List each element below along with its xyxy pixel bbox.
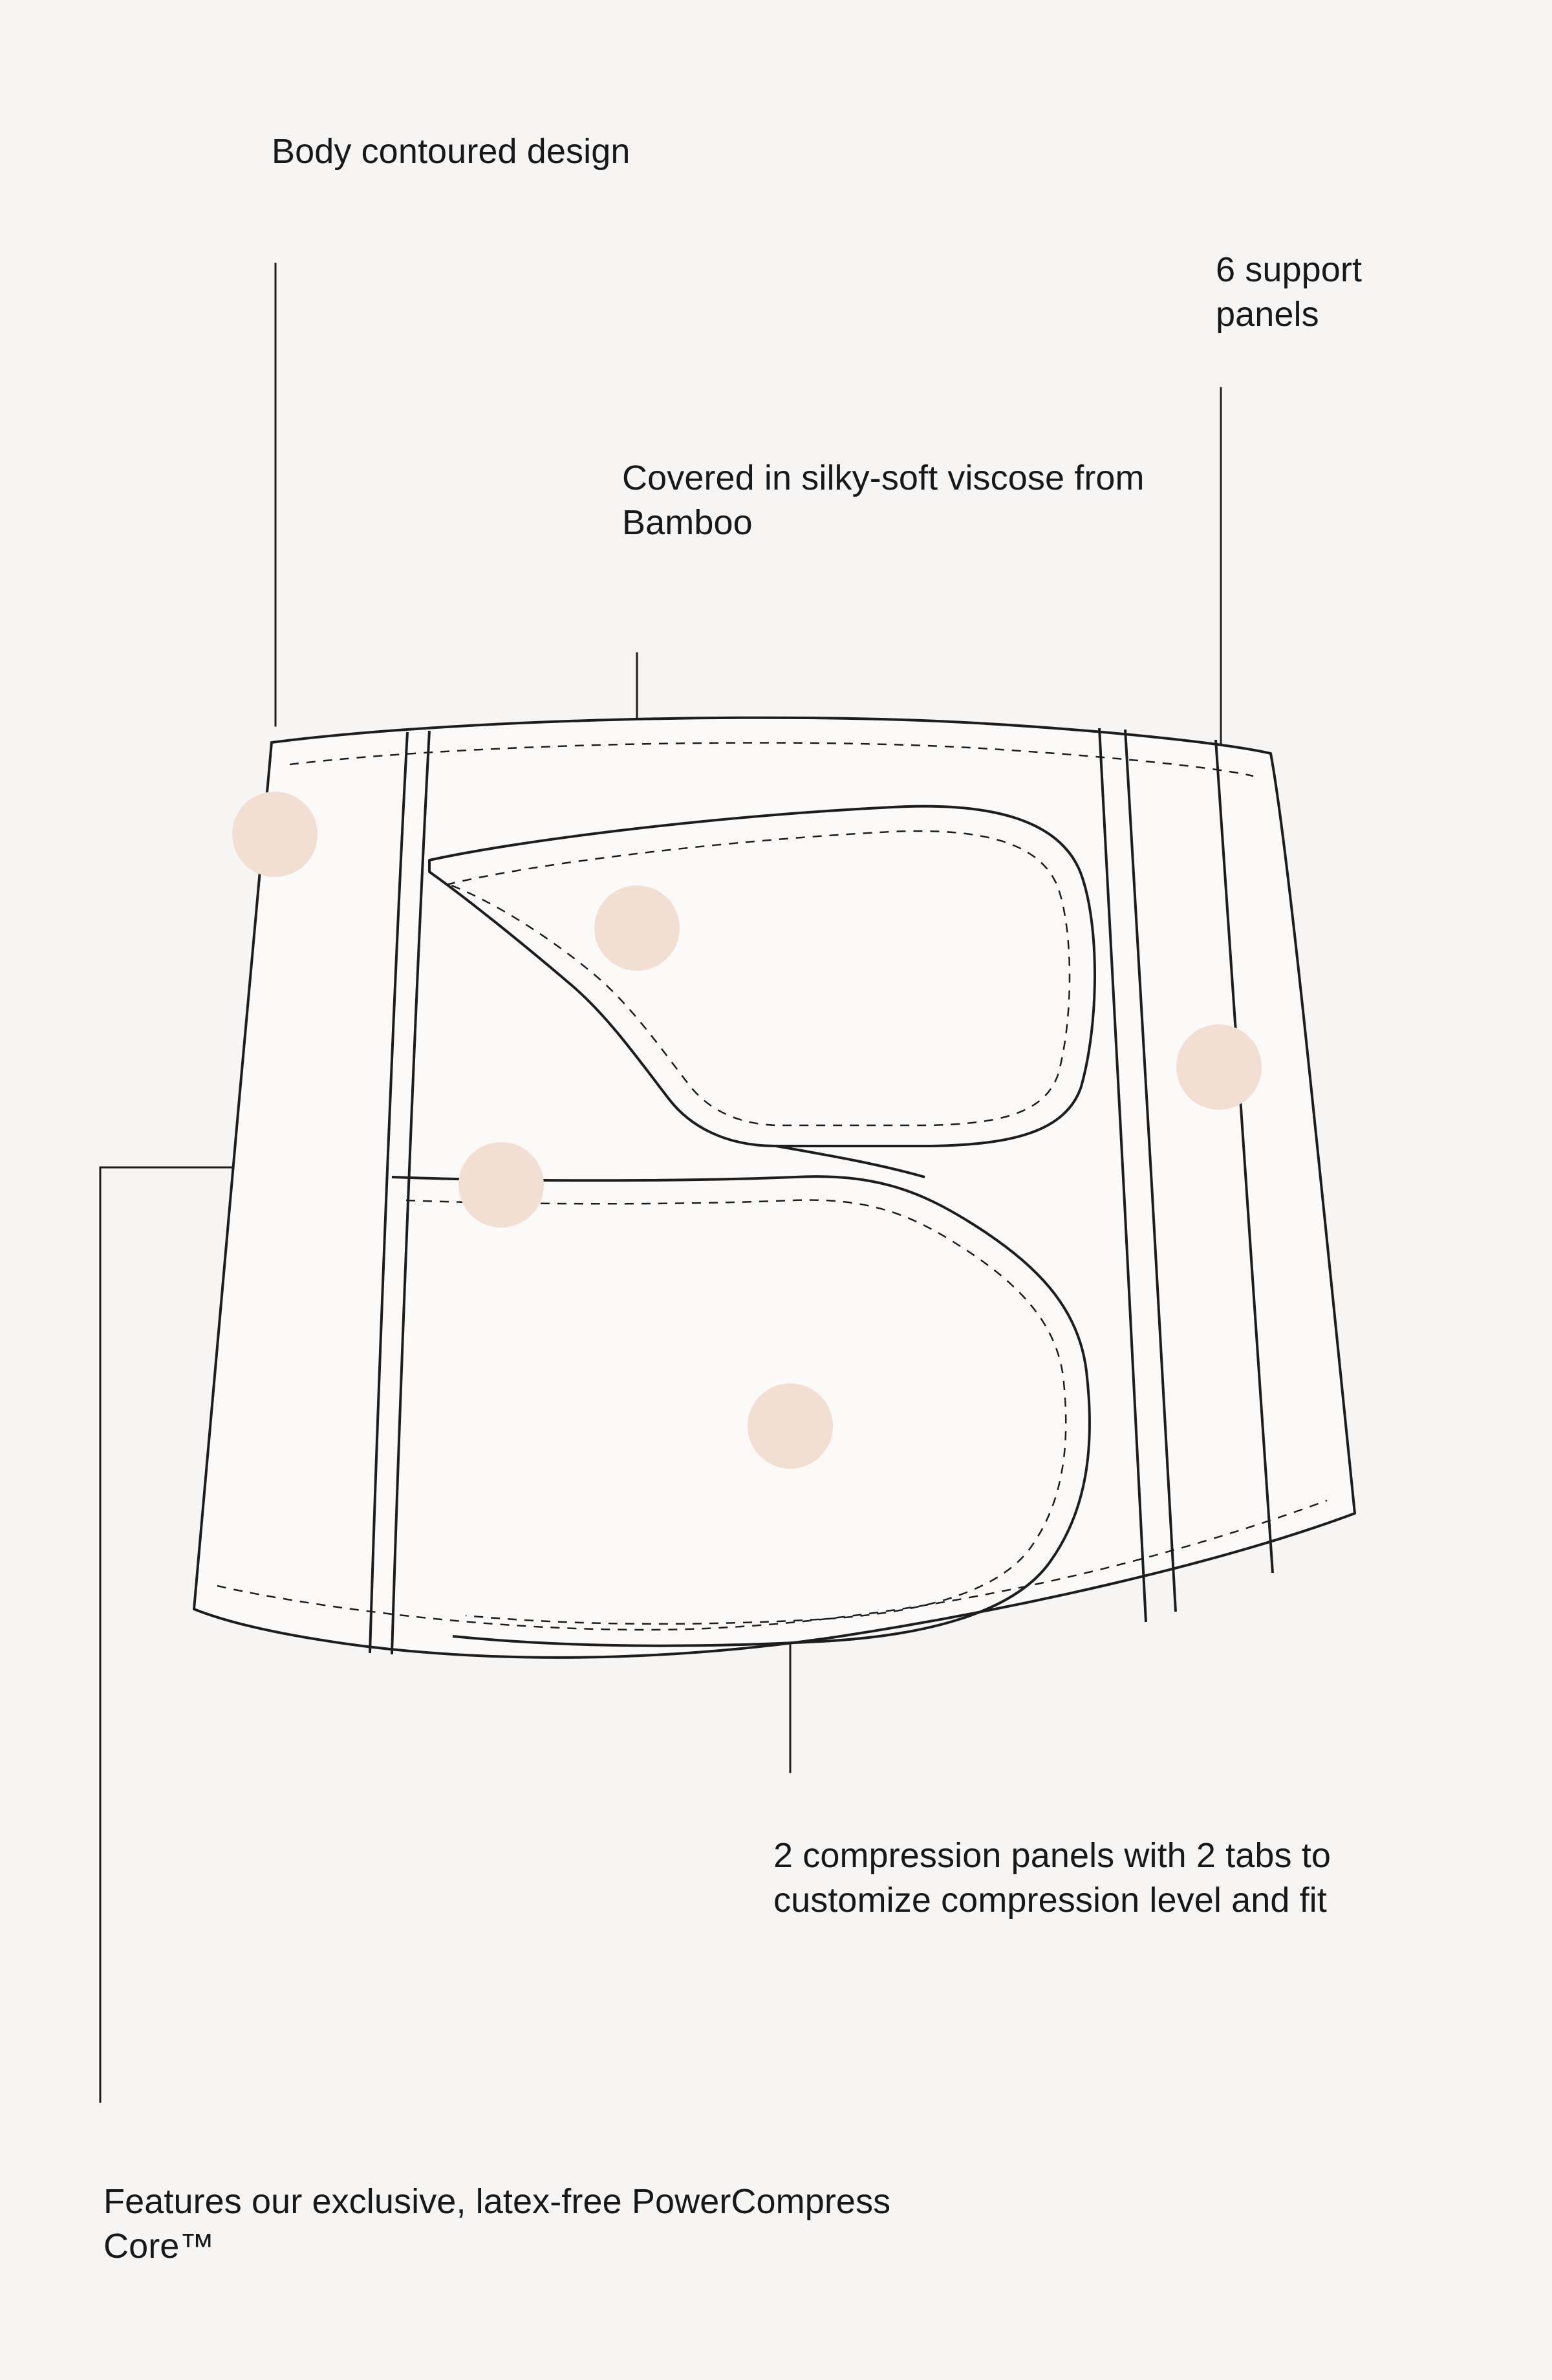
callout-body-contoured-design: Body contoured design xyxy=(272,132,630,171)
dot-upper-center xyxy=(594,885,680,971)
garment-outline xyxy=(194,718,1355,1658)
callout-compression-panels-tabs: 2 compression panels with 2 tabs to customize compression level and fit xyxy=(773,1836,1331,1920)
callout-silky-soft-viscose: Covered in silky-soft viscose from Bamboo xyxy=(622,459,1145,543)
callout-six-support-panels: 6 support panels xyxy=(1216,250,1363,334)
dot-lower-center xyxy=(748,1383,833,1469)
dot-upper-left xyxy=(232,792,318,877)
dot-mid-left xyxy=(458,1142,544,1228)
callout-powercompress-core: Features our exclusive, latex-free PowerCompress Core™ xyxy=(103,2182,891,2266)
dot-right xyxy=(1176,1024,1262,1110)
